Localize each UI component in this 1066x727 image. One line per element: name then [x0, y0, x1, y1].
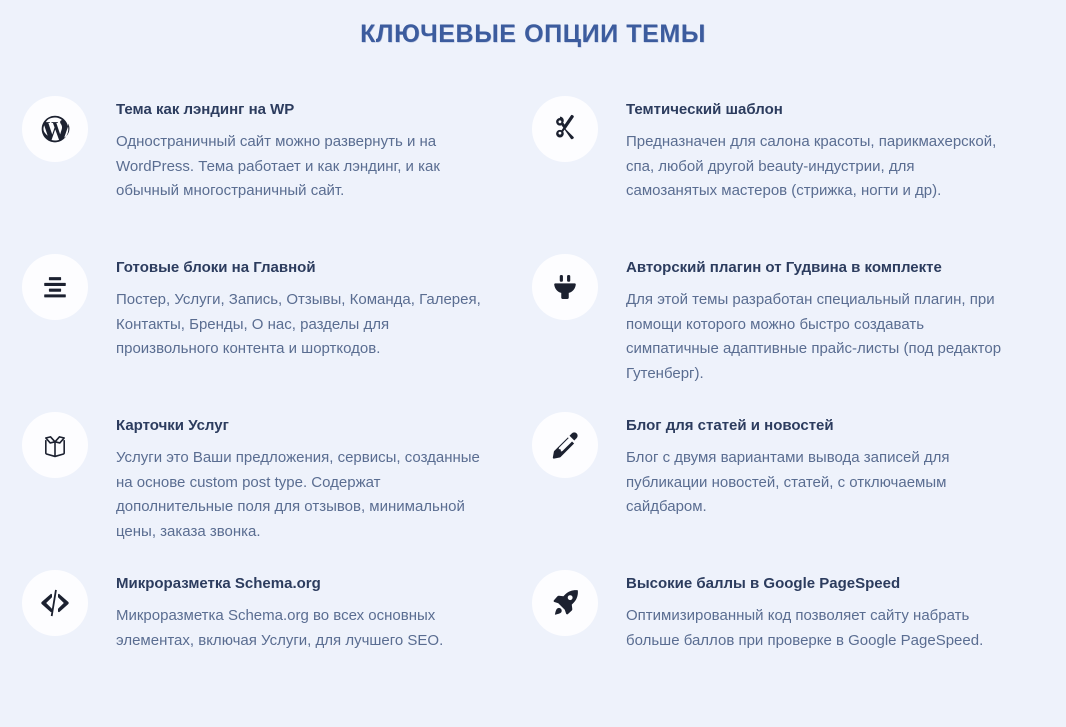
- feature-text: [626, 95, 1006, 204]
- feature-description: Предназначен для салона красоты, парикмахерской, спа, любой другой beauty-индустрии, для самозанятых мастеров (стрижка, ногти и др).: [626, 133, 997, 199]
- feature-description: Оптимизированный код позволяет сайту набрать больше баллов при проверке в Google PageSpeed.: [626, 607, 984, 649]
- feature-item: [532, 253, 1042, 411]
- feature-title: Тема как лэндинг на WP: [116, 101, 295, 118]
- feature-grid: [0, 95, 1066, 727]
- feature-description: Постер, Услуги, Запись, Отзывы, Команда, Галерея, Контакты, Бренды, О нас, разделы для произвольного контента и шорткодов.: [116, 291, 481, 357]
- pen-nib-icon: [532, 412, 598, 478]
- feature-text: [116, 95, 490, 204]
- feature-item: [22, 411, 532, 569]
- feature-title: Блог для статей и новостей: [626, 417, 834, 434]
- rocket-icon: [532, 570, 598, 636]
- feature-item: [532, 411, 1042, 569]
- feature-text: [626, 569, 1006, 653]
- feature-title: Готовые блоки на Главной: [116, 259, 316, 276]
- feature-title: Авторский плагин от Гудвина в комплекте: [626, 259, 942, 276]
- feature-title: Высокие баллы в Google PageSpeed: [626, 575, 901, 592]
- scissors-icon: [532, 96, 598, 162]
- feature-title: Темтический шаблон: [626, 101, 783, 118]
- feature-item: [532, 569, 1042, 727]
- code-brackets-icon: [22, 570, 88, 636]
- feature-item: [22, 95, 532, 253]
- feature-text: [116, 253, 490, 362]
- open-box-icon: [22, 412, 88, 478]
- feature-text: [116, 569, 490, 653]
- feature-title: Карточки Услуг: [116, 417, 229, 434]
- feature-text: [626, 411, 1006, 520]
- plug-icon: [532, 254, 598, 320]
- feature-text: [626, 253, 1006, 386]
- feature-text: [116, 411, 490, 544]
- feature-item: [22, 253, 532, 411]
- wordpress-icon: [22, 96, 88, 162]
- feature-description: Для этой темы разработан специальный плагин, при помощи которого можно быстро создавать симпатичные адаптивные прайс-листы (под редактор Гутенберг).: [626, 291, 1002, 382]
- page-title: КЛЮЧЕВЫЕ ОПЦИИ ТЕМЫ: [360, 20, 706, 48]
- feature-item: [22, 569, 532, 727]
- feature-description: Микроразметка Schema.org во всех основных элементах, включая Услуги, для лучшего SEO.: [116, 607, 444, 649]
- feature-item: [532, 95, 1042, 253]
- feature-description: Блог с двумя вариантами вывода записей для публикации новостей, статей, с отключаемым сайдбаром.: [626, 449, 950, 515]
- feature-description: Одностраничный сайт можно развернуть и на WordPress. Тема работает и как лэндинг, и как обычный многостраничный сайт.: [116, 133, 440, 199]
- feature-title: Микроразметка Schema.org: [116, 575, 321, 592]
- align-center-blocks-icon: [22, 254, 88, 320]
- feature-description: Услуги это Ваши предложения, сервисы, созданные на основе custom post type. Содержат дополнительные поля для отзывов, минимальной цены, заказа звонка.: [116, 449, 480, 540]
